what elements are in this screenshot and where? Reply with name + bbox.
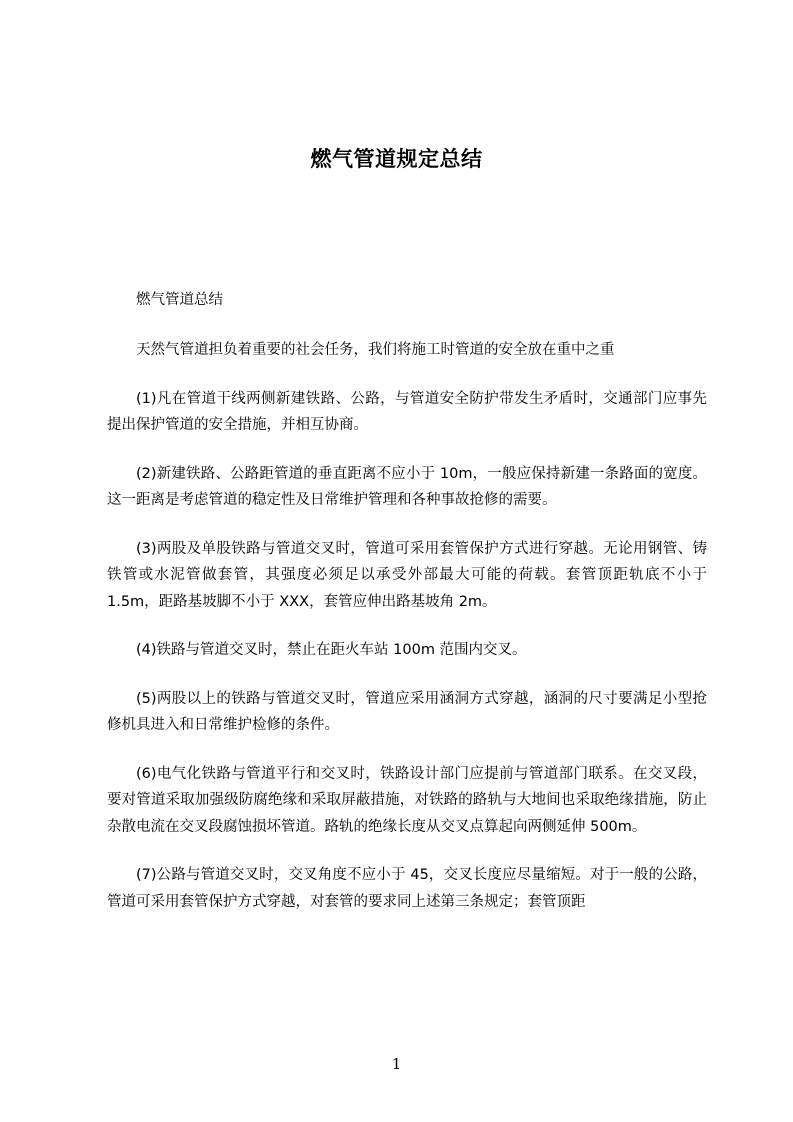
paragraph-item-1: (1)凡在管道干线两侧新建铁路、公路，与管道安全防护带发生矛盾时，交通部门应事先提出保护管道的安全措施，并相互协商。: [107, 390, 707, 433]
paragraph-item-4: (4)铁路与管道交叉时，禁止在距火车站 100m 范围内交叉。: [136, 642, 527, 658]
paragraph-item-7: (7)公路与管道交叉时，交叉角度不应小于 45，交叉长度应尽量缩短。对于一般的公路，管道可采用套管保护方式穿越，对套管的要求同上述第三条规定；套管顶距: [107, 867, 707, 910]
paragraph-item-5: (5)两股以上的铁路与管道交叉时，管道应采用涵洞方式穿越，涵洞的尺寸要满足小型抢修机具进入和日常维护检修的条件。: [107, 690, 707, 733]
page-title: 燃气管道规定总结: [310, 147, 483, 171]
section-subtitle: 燃气管道总结: [136, 292, 223, 308]
paragraph-intro: 天然气管道担负着重要的社会任务，我们将施工时管道的安全放在重中之重: [136, 342, 615, 358]
document-body: [107, 287, 707, 937]
page-number: 1: [391, 1055, 402, 1073]
paragraph-item-2: (2)新建铁路、公路距管道的垂直距离不应小于 10m，一般应保持新建一条路面的宽度。这一距离是考虑管道的稳定性及日常维护管理和各种事故抢修的需要。: [107, 465, 707, 508]
paragraph-item-3: (3)两股及单股铁路与管道交叉时，管道可采用套管保护方式进行穿越。无论用钢管、铸铁管或水泥管做套管，其强度必须足以承受外部最大可能的荷载。套管顶距轨底不小于 1.5m，距路基坡脚不小于 XXX，套管应伸出路基坡角 2m。: [107, 540, 707, 610]
paragraph-item-6: (6)电气化铁路与管道平行和交叉时，铁路设计部门应提前与管道部门联系。在交叉段，要对管道采取加强级防腐绝缘和采取屏蔽措施，对铁路的路轨与大地间也采取绝缘措施，防止杂散电流在交叉段腐蚀损坏管道。路轨的绝缘长度从交叉点算起向两侧延伸 500m。: [107, 765, 707, 835]
